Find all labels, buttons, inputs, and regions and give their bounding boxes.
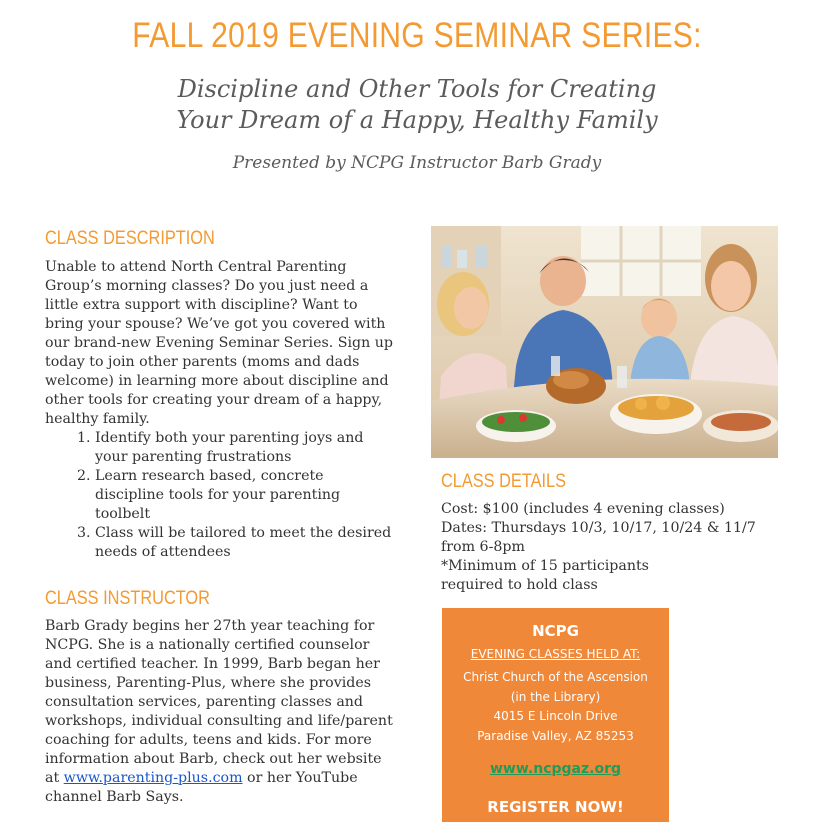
cost-line: Cost: $100 (includes 4 evening classes): [441, 501, 725, 517]
register-now-button[interactable]: REGISTER NOW!: [487, 798, 624, 816]
location-address: [442, 668, 669, 746]
page-title: FALL 2019 EVENING SEMINAR SERIES:: [132, 16, 702, 55]
address-line: Christ Church of the Ascension: [463, 670, 648, 684]
page-subtitle: [0, 74, 834, 136]
location-box: [442, 608, 669, 822]
subtitle-line-2: Your Dream of a Happy, Healthy Family: [176, 106, 658, 134]
address-line: Paradise Valley, AZ 85253: [477, 728, 634, 743]
class-details: [441, 500, 786, 595]
family-dinner-photo: [431, 226, 778, 458]
instructor-bio: Barb Grady begins her 27th year teaching for NCPG. She is a nationally certified counselor and certified teacher. In 1999, Barb began her business, Parenting-Plus, where she provides consultation services, parenting classes and workshops, individual consulting and life/parent coaching for adults, teens and kids. For more information about Barb, check out her website at: [45, 618, 393, 786]
class-instructor-heading: CLASS INSTRUCTOR: [45, 588, 210, 609]
minimum-line-1: *Minimum of 15 participants: [441, 558, 649, 574]
class-description-heading: CLASS DESCRIPTION: [45, 228, 215, 249]
dates-line: Dates: Thursdays 10/3, 10/17, 10/24 & 11/7 from 6-8pm: [441, 520, 756, 555]
ncpg-website-link[interactable]: www.ncpgaz.org: [490, 761, 621, 777]
address-line: 4015 E Lincoln Drive: [493, 709, 618, 723]
instructor-bio-end: or her YouTube channel Barb Says.: [45, 770, 358, 805]
goals-list: [45, 429, 397, 562]
family-dinner-illustration: [431, 226, 778, 458]
goal-item: 2. Learn research based, concrete discipline tools for your parenting toolbelt: [95, 467, 397, 524]
subtitle-line-1: Discipline and Other Tools for Creating: [177, 75, 657, 103]
address-line: (in the Library): [510, 689, 601, 704]
class-details-heading: CLASS DETAILS: [441, 471, 567, 492]
class-instructor-text: [45, 617, 397, 807]
classes-held-at: EVENING CLASSES HELD AT:: [470, 647, 641, 661]
goal-item: 1. Identify both your parenting joys and your parenting frustrations: [95, 429, 397, 467]
goal-item: 3. Class will be tailored to meet the desired needs of attendees: [95, 524, 397, 562]
ncpg-org-label: NCPG: [532, 622, 579, 640]
class-description: [45, 258, 397, 562]
presenter-line: Presented by NCPG Instructor Barb Grady: [232, 153, 602, 173]
minimum-line-2: required to hold class: [441, 577, 598, 593]
parenting-plus-link[interactable]: www.parenting-plus.com: [63, 770, 243, 786]
class-description-text: Unable to attend North Central Parenting Group’s morning classes? Do you just need a little extra support with discipline? Want to bring your spouse? We’ve got you covered with our brand-new Evening Seminar Series. Sign up today to join other parents (moms and dads welcome) in learning more about discipline and other tools for creating your dream of a happy, healthy family.: [45, 259, 393, 427]
